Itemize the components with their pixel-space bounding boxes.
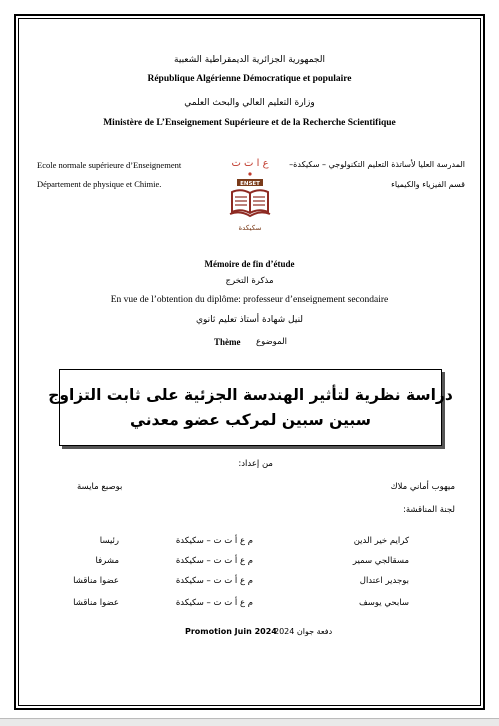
memoire-title-french: Mémoire de fin d’étude (204, 259, 295, 269)
committee-member-name: سابحي يوسف (358, 598, 409, 608)
diploma-purpose-french: En vue de l’obtention du diplôme: professeur d’enseignement secondaire (110, 295, 389, 305)
committee-member-institution: م ع أ ت ت – سكيكدة (175, 576, 253, 586)
memoire-title-arabic: مذكرة التخرج (225, 276, 274, 286)
institution-french-line1: Ecole normale supérieure d’Enseignement (37, 160, 182, 170)
committee-member-role: عضوا مناقشا (73, 576, 119, 586)
institution-arabic-line2: قسم الفيزياء والكيمياء (391, 180, 465, 189)
institution-french-line2: Département de physique et Chimie. (37, 179, 162, 189)
republic-french: République Algérienne Démocratique et populaire (147, 74, 352, 84)
logo-city: سكيكدة (238, 224, 262, 232)
logo-acronym: ENSET (240, 181, 260, 187)
thesis-title-line2: سبين سبين لمركب عضو معدني (130, 410, 371, 429)
diploma-purpose-arabic: لنيل شهادة أستاذ تعليم ثانوي (195, 315, 304, 325)
republic-arabic: الجمهورية الجزائرية الديمقراطية الشعبية (174, 55, 325, 65)
promotion-french: Promotion Juin 2024 (185, 627, 277, 636)
prepared-by-label: من إعداد: (238, 459, 273, 469)
committee-member-name: مسقالجي سمير (352, 556, 409, 566)
theme-label-arabic: الموضوع (256, 337, 287, 347)
committee-member-role: مشرفا (95, 556, 119, 566)
school-logo-graphic (224, 152, 276, 236)
theme-label-french: Thème (214, 337, 241, 347)
promotion-arabic: دفعة جوان 2024 (274, 627, 333, 636)
committee-member-institution: م ع أ ت ت – سكيكدة (175, 556, 253, 566)
school-logo (224, 152, 276, 236)
committee-member-name: بوجدير اعتدال (359, 576, 409, 586)
committee-member-institution: م ع أ ت ت – سكيكدة (175, 598, 253, 608)
student-name-2: بوصبع مايسة (77, 482, 123, 492)
committee-member-role: رئيسا (99, 536, 119, 546)
committee-label: لجنة المناقشة: (403, 505, 455, 515)
committee-member-name: كرايم خير الدين (353, 536, 409, 546)
ministry-arabic: وزارة التعليم العالي والبحث العلمي (184, 98, 315, 108)
logo-top-text: ع ا ت ت (231, 158, 269, 169)
institution-arabic-line1: المدرسة العليا لأساتذة التعليم التكنولوجي – سكيكدة– (289, 160, 465, 169)
ministry-french: Ministère de L’Enseignement Supérieure et de la Recherche Scientifique (103, 118, 396, 128)
committee-member-role: عضوا مناقشا (73, 598, 119, 608)
committee-member-institution: م ع أ ت ت – سكيكدة (175, 536, 253, 546)
thesis-title-box (48, 369, 453, 446)
student-name-1: ميهوب أماني ملاك (390, 482, 455, 492)
thesis-title-line1: دراسة نظرية لتأثير الهندسة الجزئية على ثابت التزاوج (48, 385, 453, 404)
